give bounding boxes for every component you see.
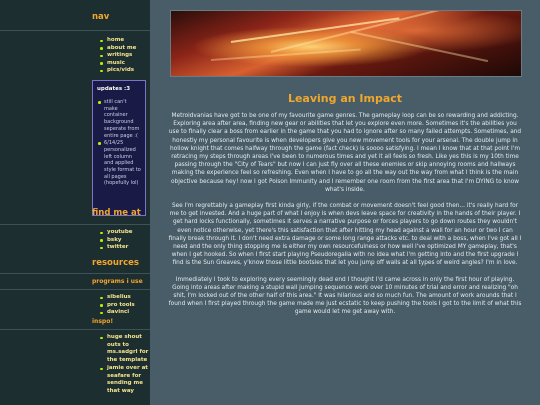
resources-section xyxy=(0,258,150,317)
link-twitter[interactable]: twitter xyxy=(100,244,150,252)
programs-heading: programs i use xyxy=(92,278,143,285)
nav-item-writings[interactable]: writings xyxy=(100,52,150,60)
divider xyxy=(0,30,150,31)
link-sibelius[interactable]: sibelius xyxy=(100,294,150,302)
link-davinci[interactable]: davinci xyxy=(100,309,150,317)
inspo-section xyxy=(0,318,150,395)
header-banner-image xyxy=(170,10,522,77)
resources-heading: resources xyxy=(92,258,139,268)
inspo-text: over at seafare for sending me that way xyxy=(107,365,148,394)
link-pro-tools[interactable]: pro tools xyxy=(100,302,150,310)
divider xyxy=(0,289,150,290)
inspo-link-sadgrl[interactable]: ms.sadgrl xyxy=(107,349,138,355)
divider xyxy=(0,224,150,225)
light-streak xyxy=(351,31,488,62)
update-item: still can't make container background seperate from entire page :( xyxy=(97,99,141,139)
inspo-heading: inspo! xyxy=(92,318,114,325)
left-sidebar xyxy=(0,0,150,405)
post-paragraph: Metroidvanias have got to be one of my favourite game genres. The gameplay loop can be so rewarding and addicting. Exploring area after area, finding new gear or abilities that let you explore even more. Sometimes it's the abilities you use to finally clear a boss from earlier in the game that you had to ignore after so many failed attempts. Sometimes, and honestly my personal favourite is when developers give you new movement tools for your arsenal. The double jump in hollow knight that comes halfway through the game (fact check) is soooo satisfying. I mean I know that at that point I'm retracing my steps through areas I've been to numerous times and yet it all feels so fresh. Like yes this is my 10th time passing through the "City of Tears" but now I can just fly over all these enemies or skip annoying rooms and hallways making the experience feel so refreshing. Even when I have to go all the way out the way from what I think is the main objective because hey! now I got Poison Immunity and I remember one room from the first area that I'm DYING to know what's inside. xyxy=(168,113,522,193)
find-me-section xyxy=(0,208,150,252)
post-body xyxy=(168,112,522,325)
inspo-text: for the template xyxy=(107,349,149,363)
updates-heading: updates :3 xyxy=(97,86,131,92)
inspo-item xyxy=(100,334,150,364)
nav-heading: nav xyxy=(92,12,110,22)
update-item: 6/14/25 personalized left column and applied style format to all pages (hopefully lol) xyxy=(97,140,141,187)
post-paragraph: See I'm regrettably a gameplay first kinda girly, if the combat or movement doesn't feel good then... it's really hard for me to get invested. And a huge part of what I enjoy is when devs leave space for creativity in the hands of their player. I get hard locks functionally, sometimes it serves a narrative purpose or forces players to go down routes they wouldn't even notice otherwise, yet there's this satisfaction that after hitting my head against a wall for an hour or two I can finally break through it. I don't need extra damage or some long range attacks etc. to deal with a boss, when I've got all I need and the only thing stopping me is either my own resourcefulness or how well I've optimized MY gameplay, that's when I get hooked. So when I first start playing Pseudoregalia with no idea what I'm getting into and the first upgrade I find is the Sun Greaves, y'know those little bootsies that let you jump off walls at all types of weird angles? I'm in love. xyxy=(168,203,522,267)
updates-list xyxy=(97,99,141,187)
link-bsky[interactable]: bsky xyxy=(100,237,150,245)
inspo-item xyxy=(100,365,150,395)
divider xyxy=(0,273,150,274)
find-me-list xyxy=(100,229,150,252)
main-content xyxy=(150,0,540,405)
light-streak xyxy=(211,49,361,61)
nav-list xyxy=(100,37,150,75)
post-paragraph: Immediately I took to exploring every seemingly dead end I thought I'd came across in only the first hour of playing. Going into areas after making a stupid wall jumping sequence work over 10 minutes of trial and error and realizing "oh shit, I'm locked out of the other half of this area." It was hilarious and so much fun. The amount of work arounds that I found when I first played through the game made me just ecstatic to keep pushing the tools I got to the limit of what this game would let me get away with. xyxy=(168,276,522,316)
nav-item-pics[interactable]: pics/vids xyxy=(100,67,150,75)
post-title: Leaving an Impact xyxy=(287,92,403,105)
inspo-list xyxy=(100,334,150,395)
programs-list xyxy=(100,294,150,317)
nav-item-home[interactable]: home xyxy=(100,37,150,45)
nav-item-about[interactable]: about me xyxy=(100,45,150,53)
updates-box xyxy=(92,80,146,216)
inspo-text: huge shout outs to xyxy=(107,334,142,348)
find-me-heading: find me at xyxy=(92,208,141,218)
inspo-link-jamie[interactable]: jamie xyxy=(107,365,124,371)
link-youtube[interactable]: youtube xyxy=(100,229,150,237)
nav-item-music[interactable]: music xyxy=(100,60,150,68)
divider xyxy=(0,329,150,330)
